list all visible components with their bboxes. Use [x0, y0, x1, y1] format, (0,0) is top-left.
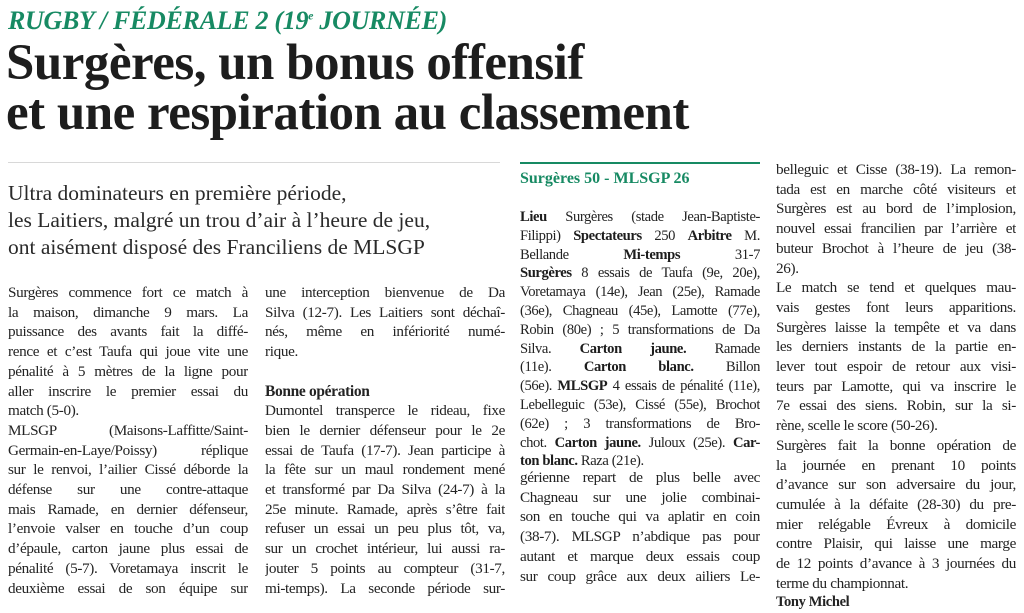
kicker-text: RUGBY / FÉDÉRALE 2 (19 [8, 6, 309, 35]
text-line: aller inscrire le premier essai du [8, 382, 248, 400]
info-value: M. [731, 227, 760, 244]
text-line: 25e minute. Ramade, après s’être fait [265, 500, 505, 518]
match-info-box [520, 208, 760, 471]
text-line: puissance des avants fait la diffé- [8, 323, 248, 341]
column-4 [776, 160, 1016, 613]
text-line: jouter 5 points au compteur (31-7, [265, 559, 505, 577]
text-line: de 12 points d’avance à 3 journées du [776, 555, 1016, 573]
standfirst-line: ont aisément disposé des Franciliens de MLSGP [8, 235, 425, 259]
info-value: Raza (21e). [577, 453, 644, 470]
kicker-text-end: JOURNÉE) [313, 6, 448, 35]
text-line: 7e essai des siens. Robin, sur la si- [776, 397, 1016, 415]
info-value: Robin (80e) ; 5 transformations de Da [520, 321, 760, 338]
info-line [520, 264, 760, 283]
text-line: nés, même en infériorité numé- [265, 323, 505, 341]
text-line: belleguic et Cisse (38-19). La remon- [776, 161, 1016, 178]
text-line: pénalité à 5 mètres de la ligne pour [8, 362, 248, 380]
info-value: Surgères (stade Jean-Baptiste- [546, 209, 760, 225]
subheading: Bonne opération [265, 382, 370, 400]
info-value: (11e). [520, 359, 584, 376]
info-value: Lebelleguic (53e), Cissé (55e), Brochot [520, 396, 760, 413]
text-line: la journée en prenant 10 points [776, 456, 1016, 474]
text-line: Germain-en-Laye/Poissy) réplique [8, 441, 248, 459]
text-line: la fête sur un maul rondement mené [265, 461, 505, 479]
text-line: sur un crochet intérieur, lui aussi ra- [265, 540, 505, 558]
author-byline: Tony Michel [776, 594, 850, 611]
info-label: Surgères [520, 265, 572, 282]
info-value: 250 [641, 227, 688, 244]
text-line: tada est en marche côté visiteurs et [776, 180, 1016, 198]
info-line [520, 283, 760, 302]
info-label: Carton jaune. [579, 340, 687, 357]
text-line: Chagneau sur une jolie combinai- [520, 488, 760, 506]
text-line: une interception bienvenue de Da [265, 284, 505, 301]
info-line [520, 246, 760, 265]
text-line: deuxième essai de son équipe sur [8, 579, 248, 597]
column-4-text [776, 160, 1016, 593]
text-line: match (5-0). [8, 402, 79, 420]
text-line: Le match se tend et quelques mau- [776, 279, 1016, 297]
text-line: contre Plaisir, qui laisse une marge [776, 535, 1016, 553]
column-1 [8, 283, 248, 598]
info-line [520, 340, 760, 359]
standfirst [8, 180, 508, 261]
text-line: mi-temps). La seconde période sur- [265, 579, 505, 597]
info-label: Car- [732, 434, 760, 451]
info-label: ton blanc. [520, 453, 578, 470]
text-line: pénalité (5-7). Voretamaya inscrit le [8, 559, 248, 577]
text-line: Surgères est au bord de l’implosion, [776, 200, 1016, 218]
text-line: sur le renvoi, l’ailier Cissé déborde la [8, 461, 248, 479]
info-line [520, 358, 760, 377]
info-label: Arbitre [687, 227, 732, 244]
info-line [520, 321, 760, 340]
text-line: refuser un essai un peu plus tôt, va, [265, 520, 505, 538]
info-line [520, 434, 760, 453]
text-line: 26). [776, 259, 799, 277]
column-2-bottom [265, 401, 505, 598]
text-line: Surgères commence fort ce match à [8, 284, 248, 301]
text-line: teurs par Lamotte, qui va inscrire le [776, 377, 1016, 395]
text-line: nouvel essai francilien par l’arrière et [776, 220, 1016, 238]
standfirst-line: les Laitiers, malgré un trou d’air à l’heure de jeu, [8, 208, 431, 232]
standfirst-line: Ultra dominateurs en première période, [8, 181, 347, 205]
info-label: Spectateurs [573, 227, 642, 244]
score-header: Surgères 50 - MLSGP 26 [520, 170, 690, 187]
text-line: Dumontel transperce le rideau, fixe [265, 402, 505, 420]
text-line: bien le dernier défenseur pour le 2e [265, 421, 505, 439]
text-line: Silva (12-7). Les Laitiers sont déchaî- [265, 303, 505, 321]
column-3-body [520, 468, 760, 586]
headline-line: Surgères, un bonus offensif [6, 35, 584, 91]
text-line: mier relégable Évreux à domicile [776, 515, 1016, 533]
info-value: (36e), Chagneau (45e), Lamotte (77e), [520, 302, 760, 319]
info-value: 4 essais de pénalité (11e), [607, 378, 760, 395]
info-box-rule [520, 162, 760, 164]
text-line: les derniers instants de la partie en- [776, 338, 1016, 356]
headline-line: et une respiration au classement [6, 85, 689, 141]
text-line: d’épaule, carton jaune plus essai de [8, 540, 248, 558]
text-line: buteur Brochot à l’heure de jeu (38- [776, 239, 1016, 257]
info-line [520, 208, 760, 227]
text-line: l’envoie valser en touche d’un coup [8, 520, 248, 538]
info-label: Lieu [520, 209, 547, 225]
info-label: Carton blanc. [583, 359, 694, 376]
info-value: Bellande [520, 246, 624, 263]
text-line: rique. [265, 343, 298, 361]
text-line: sur coup grâce aux deux ailiers Le- [520, 567, 760, 585]
text-line: la maison, dimanche 9 mars. La [8, 303, 248, 321]
headline [6, 35, 689, 141]
info-line [520, 302, 760, 321]
text-line: et transformé par Da Silva (24-7) à la [265, 481, 505, 499]
text-line: autant et marque deux essais coup [520, 547, 760, 565]
info-value: (62e) ; 3 transformations de Bro- [520, 415, 760, 432]
kicker-superscript: e [308, 8, 314, 23]
text-line: (38-7). MLSGP n’abdique pas pour [520, 528, 760, 546]
info-label: Mi-temps [623, 246, 681, 263]
info-value: Silva. [520, 340, 580, 357]
text-line: Surgères laisse la tempête et va dans [776, 318, 1016, 336]
text-line: lever tout espoir de retour aux visi- [776, 358, 1016, 376]
info-value: 8 essais de Taufa (9e, 20e), [571, 265, 760, 282]
text-line: cumulée à la défaite (28-30) du pre- [776, 495, 1016, 513]
column-2 [265, 283, 505, 598]
text-line: rence et c’est Taufa qui joue vite une [8, 343, 248, 361]
text-line: défense sur une contre-attaque [8, 481, 248, 499]
info-label: Carton jaune. [554, 434, 641, 451]
info-value: (56e). [520, 378, 558, 395]
divider [8, 162, 500, 163]
text-line: mais Ramade, en dernier défenseur, [8, 500, 248, 518]
info-value: 31-7 [680, 246, 760, 263]
text-line: terme du championnat. [776, 574, 909, 592]
info-value: Ramade [686, 340, 760, 357]
info-value: Voretamaya (14e), Jean (25e), Ramade [520, 284, 760, 301]
text-line: vais gestes font leurs apparitions. [776, 298, 1016, 316]
text-line: rène, scelle le score (50-26). [776, 417, 938, 435]
text-line: d’avance sur son adversaire du jour, [776, 476, 1016, 494]
info-line [520, 377, 760, 396]
text-line: son en touche qui va aplatir en coin [520, 508, 760, 526]
text-line: essai de Taufa (17-7). Jean participe à [265, 441, 505, 459]
info-value: Juloux (25e). [640, 434, 733, 451]
spacer [265, 362, 505, 382]
info-line [520, 415, 760, 434]
section-kicker [8, 6, 447, 36]
text-line: gérienne repart de plus belle avec [520, 469, 760, 486]
column-2-top [265, 283, 505, 362]
text-line: Surgères fait la bonne opération de [776, 436, 1016, 454]
info-line [520, 396, 760, 415]
text-line: MLSGP (Maisons-Laffitte/Saint- [8, 421, 248, 439]
info-label: MLSGP [557, 378, 608, 395]
info-value: chot. [520, 434, 555, 451]
info-line [520, 227, 760, 246]
info-value: Billon [693, 359, 760, 376]
info-value: Filippi) [520, 227, 574, 244]
